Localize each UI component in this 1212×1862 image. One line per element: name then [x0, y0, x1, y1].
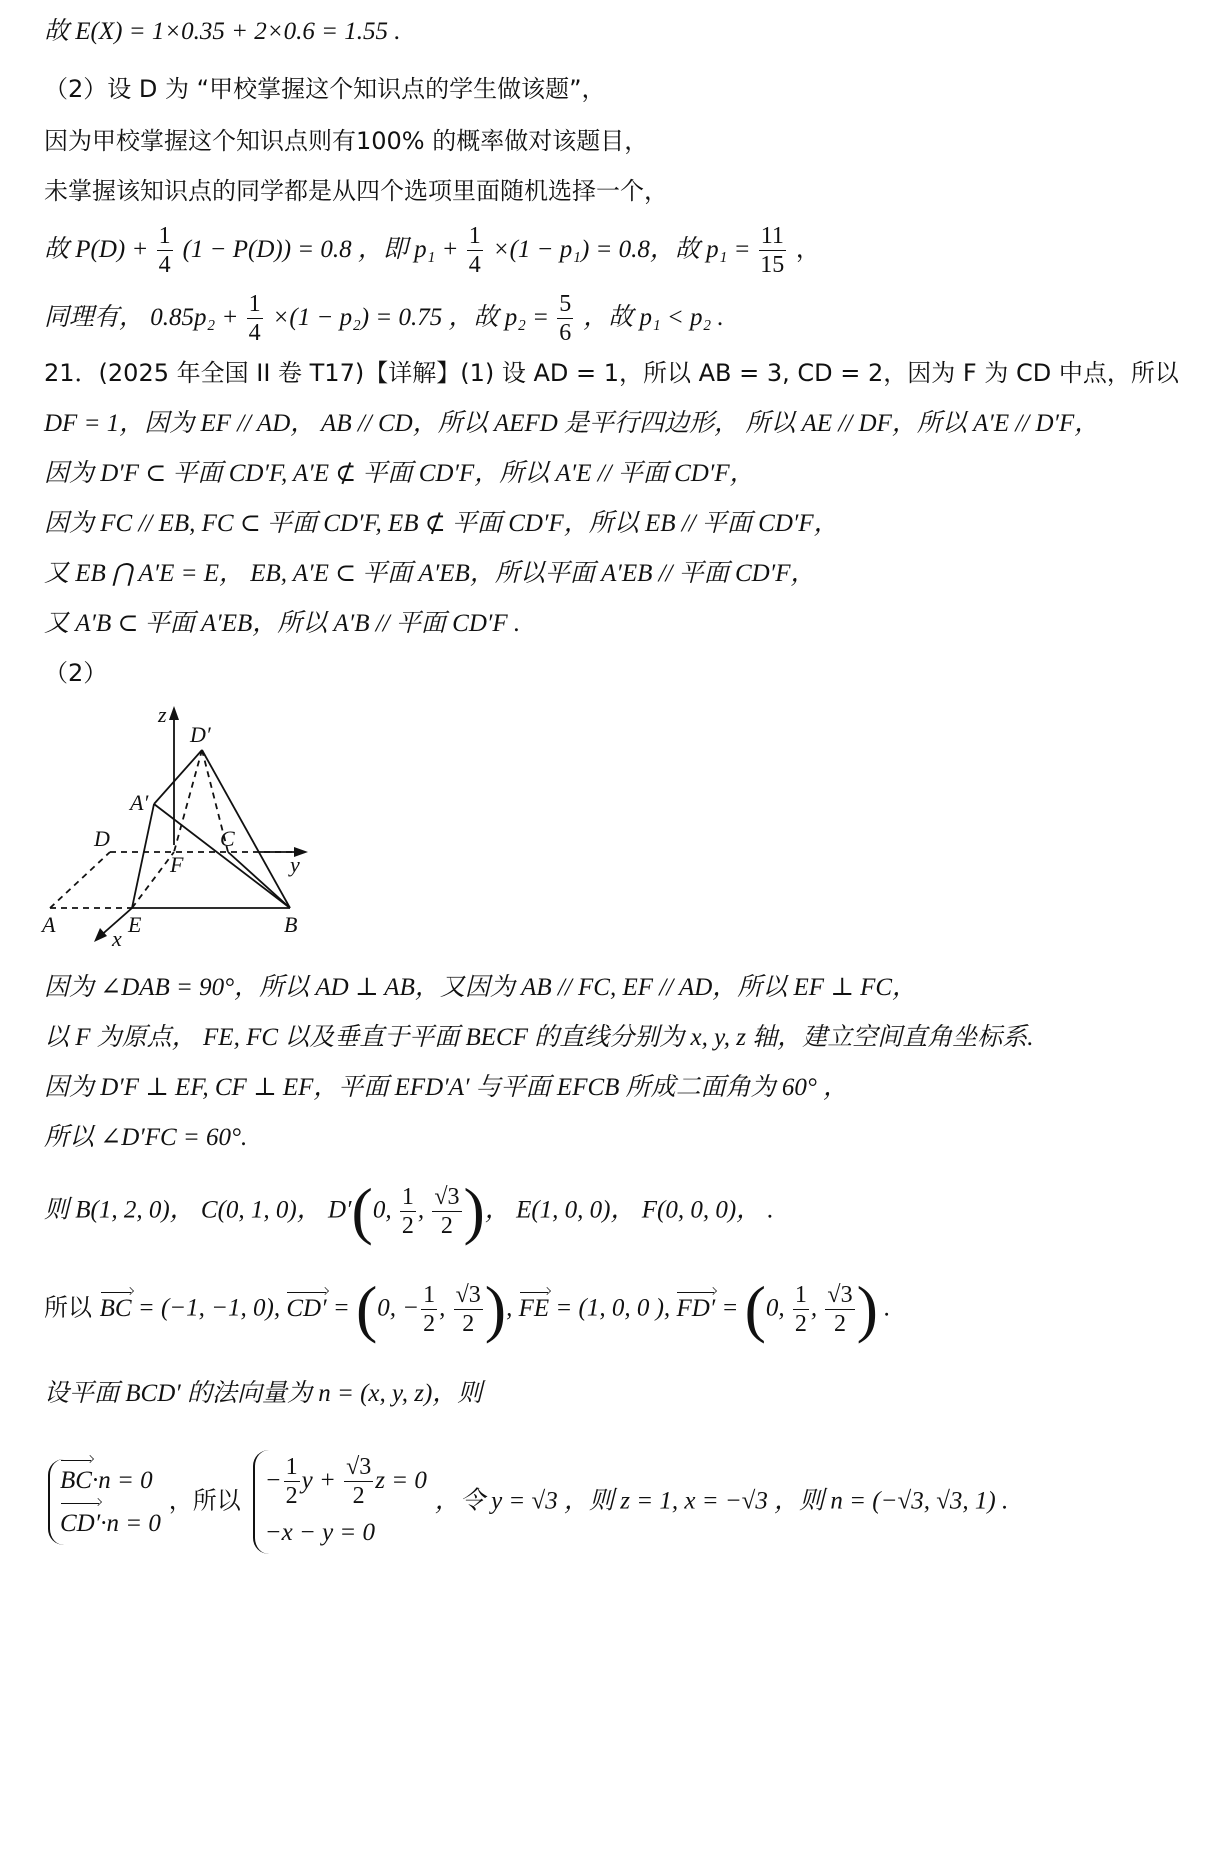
coordinate-system-text: 以 F 为原点， FE, FC 以及垂直于平面 BECF 的直线分别为 x, y, z 轴，建立空间直角坐标系.: [44, 1024, 1034, 1051]
formula-text: 0,: [372, 1196, 398, 1224]
text-line-eb-parallel: [44, 506, 839, 541]
formula-text: ×(1 − p₂) = 0.75 ，故 p₂ =: [272, 304, 556, 331]
edge-AD: [50, 852, 110, 908]
formula-text: =: [715, 1294, 745, 1322]
formula-text: ，故 p₁ < p₂ .: [583, 304, 724, 331]
formula-line-p2: [44, 290, 724, 347]
formula-text: = (−1, −1, 0),: [131, 1294, 287, 1322]
formula-line-vectors: [44, 1274, 890, 1344]
problem21-header-text: 21．(2025 年全国 II 卷 T17)【详解】(1) 设 AD = 1，所以 AB = 3, CD = 2，因为 F 为 CD 中点，所以: [44, 359, 1179, 387]
fraction-eleven-fifteenths: $\frac{11}{15}$: [760, 223, 785, 278]
label-z: z: [158, 702, 167, 727]
z-axis-arrow: [169, 706, 179, 720]
formula-text: .: [877, 1294, 891, 1322]
edge-ApE: [132, 804, 154, 908]
text-line-conclusion1: [44, 606, 520, 641]
text-line-random-choice: [44, 174, 668, 208]
formula-text: ，令 y = √3 ，则 z = 1, x = −√3 ，则 n = (−√3, √3, 1) .: [434, 1487, 1009, 1515]
text-line-dihedral: [44, 1070, 848, 1105]
left-paren: (: [744, 1273, 766, 1344]
left-paren: (: [351, 1175, 373, 1246]
formula-text: = (1, 0, 0 ),: [549, 1294, 677, 1322]
formula-text: 所以: [44, 1293, 100, 1322]
label-x: x: [112, 926, 122, 950]
text-line-ae-parallel: [44, 456, 755, 491]
edge-DpB: [202, 750, 290, 908]
label-F: F: [170, 852, 184, 877]
vector-CDprime: CD′: [286, 1292, 326, 1326]
fraction-root3-half: $\frac{√3}{2}$: [827, 1281, 853, 1337]
label-y: y: [290, 852, 300, 877]
formula-text: ，: [795, 234, 821, 263]
eb-parallel-text: 因为 FC // EB, FC ⊂ 平面 CD′F, EB ⊄ 平面 CD′F，所以 EB // 平面 CD′F，: [44, 510, 839, 537]
formula-text: 0, −: [377, 1294, 420, 1322]
ae-parallel-text: 因为 D′F ⊂ 平面 CD′F, A′E ⊄ 平面 CD′F，所以 A′E // 平面 CD′F，: [44, 460, 755, 487]
fraction-half: $\frac{1}{2}$: [423, 1281, 436, 1337]
text-line-part2-label: [44, 656, 107, 690]
x-axis-arrow: [94, 928, 107, 942]
formula-text: ,: [810, 1294, 824, 1322]
formula-text: 故 P(D) +: [44, 236, 155, 263]
fraction-half: $\frac{1}{2}$: [401, 1183, 414, 1239]
text-line-problem21-header: [44, 356, 1179, 390]
text-line-right-angle: [44, 970, 917, 1005]
text-line-normal-vector: [44, 1376, 482, 1411]
formula-text: (1 − P(D)) = 0.8 ，即 p₁ +: [182, 236, 465, 263]
vector-FE: FE: [519, 1292, 550, 1326]
right-paren: ): [463, 1175, 485, 1246]
label-B: B: [284, 912, 298, 937]
text-line-parallelogram: [44, 406, 1099, 441]
text-line-coordinate-system: [44, 1020, 1034, 1055]
text-line-mastery: [44, 124, 648, 158]
formula-text: ，所以: [168, 1486, 241, 1515]
text-line-plane-parallel: [44, 556, 815, 591]
equation-system-right: − $\frac{1}{2}$ y + $\frac{√3}{2}$ z = 0 −x − y = 0: [253, 1450, 427, 1554]
label-A: A: [42, 912, 56, 937]
equation-system-left: BC·n = 0 CD′·n = 0: [48, 1459, 161, 1545]
text-line-expectation: [44, 14, 401, 49]
angle60-text: 所以 ∠D′FC = 60°.: [44, 1124, 248, 1151]
formula-text: ， E(1, 0, 0)， F(0, 0, 0)， .: [484, 1196, 774, 1224]
formula-text: 则 B(1, 2, 0)， C(0, 1, 0)， D′: [44, 1196, 352, 1224]
fraction-one-quarter: $\frac{1}{4}$: [158, 223, 171, 278]
text-line-angle60: [44, 1120, 247, 1155]
vector-FDprime: FD′: [676, 1292, 715, 1326]
parallelogram-text: DF = 1，因为 EF // AD， AB // CD，所以 AEFD 是平行四边形， 所以 AE // DF，所以 A′E // D′F，: [44, 410, 1100, 437]
formula-line-p1: [44, 222, 821, 279]
formula-text: 0,: [765, 1294, 791, 1322]
geometry-diagram: [40, 700, 340, 950]
formula-line-system: [44, 1450, 1008, 1554]
formula-text: ,: [506, 1294, 519, 1322]
formula-text: ×(1 − p₁) = 0.8，故 p₁ =: [492, 236, 757, 263]
fraction-root3-half: $\frac{√3}{2}$: [455, 1281, 481, 1337]
vector-BC: BC: [60, 1460, 92, 1502]
text-line-part2-define: [44, 72, 606, 106]
left-paren: (: [355, 1273, 378, 1344]
mastery-text: 因为甲校掌握这个知识点则有100% 的概率做对该题目，: [44, 127, 649, 155]
right-paren: ): [856, 1273, 878, 1344]
label-D: D: [94, 826, 110, 851]
right-paren: ): [484, 1273, 507, 1344]
fraction-five-sixths: $\frac{5}{6}$: [559, 291, 572, 346]
formula-text: 同理有， 0.85p₂ +: [44, 304, 245, 331]
formula-text: ,: [417, 1196, 431, 1224]
vector-CDprime: CD′: [60, 1503, 100, 1545]
vector-BC: BC: [100, 1292, 132, 1326]
conclusion1-text: 又 A′B ⊂ 平面 A′EB，所以 A′B // 平面 CD′F .: [44, 610, 521, 637]
label-C: C: [220, 826, 235, 851]
formula-text: =: [326, 1294, 356, 1322]
fraction-half: $\frac{1}{2}$: [794, 1281, 807, 1337]
normal-vector-text: 设平面 BCD′ 的法向量为 n = (x, y, z)，则: [44, 1380, 483, 1407]
fraction-one-quarter: $\frac{1}{4}$: [248, 291, 261, 346]
formula-line-coordinates: [44, 1176, 774, 1246]
label-E: E: [128, 912, 142, 937]
random-choice-text: 未掌握该知识点的同学都是从四个选项里面随机选择一个，: [44, 177, 668, 205]
fraction-one-quarter: $\frac{1}{4}$: [468, 223, 481, 278]
label-Dprime: D′: [190, 722, 211, 747]
formula-text: ,: [439, 1294, 452, 1322]
plane-parallel-text: 又 EB ⋂ A′E = E， EB, A′E ⊂ 平面 A′EB，所以平面 A′EB // 平面 CD′F，: [44, 560, 816, 587]
expectation-formula: 故 E(X) = 1×0.35 + 2×0.6 = 1.55 .: [44, 18, 401, 45]
part2-define-text: （2）设 D 为 “甲校掌握这个知识点的学生做该题”，: [44, 75, 606, 103]
fraction-root3-half: $\frac{√3}{2}$: [434, 1183, 460, 1239]
right-angle-text: 因为 ∠DAB = 90°，所以 AD ⊥ AB，又因为 AB // FC, EF // AD，所以 EF ⊥ FC，: [44, 974, 918, 1001]
part2-label: （2）: [44, 659, 108, 687]
edge-CB: [228, 852, 290, 908]
dihedral-text: 因为 D′F ⊥ EF, CF ⊥ EF，平面 EFD′A′ 与平面 EFCB 所成二面角为 60° ，: [44, 1074, 849, 1101]
label-Aprime: A′: [130, 790, 149, 815]
